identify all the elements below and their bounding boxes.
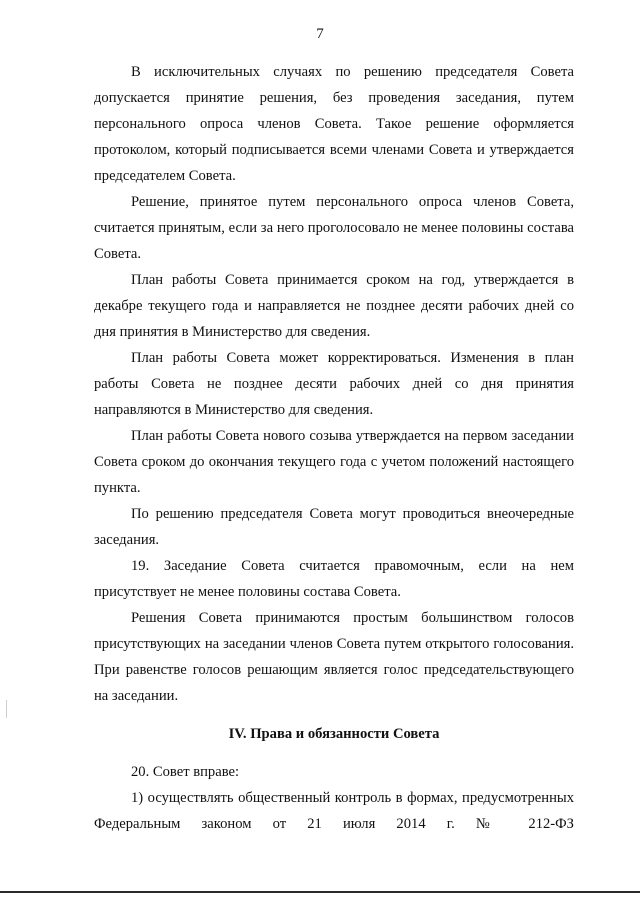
paragraph-extraordinary-meetings: По решению председателя Совета могут проводиться внеочередные заседания. [94, 506, 574, 548]
paragraph-item-19-quorum: 19. Заседание Совета считается правомочным, если на нем присутствует не менее половины состава Совета. [94, 558, 574, 600]
page-number: 7 [316, 26, 324, 42]
paragraph-work-plan-annual: План работы Совета принимается сроком на год, утверждается в декабре текущего года и направляется не позднее десяти рабочих дней со дня принятия в Министерство для сведения. [94, 272, 574, 340]
paragraph-voting-majority: Решения Совета принимаются простым большинством голосов присутствующих на заседании членов Совета путем открытого голосования. При равенстве голосов решающим является голос председательствующего на заседании. [94, 610, 574, 704]
scan-margin-mark [6, 700, 7, 718]
paragraph-exceptional-cases: В исключительных случаях по решению председателя Совета допускается принятие решения, без проведения заседания, путем персонального опроса членов Совета. Такое решение оформляется протоколом, который подписывается всеми членами Совета и утверждается председателем Совета. [94, 64, 574, 184]
paragraph-item-20: 20. Совет вправе: [131, 764, 240, 780]
scan-bottom-edge [0, 891, 640, 893]
section-heading: IV. Права и обязанности Совета [228, 726, 440, 742]
paragraph-decision-accepted: Решение, принятое путем персонального опроса членов Совета, считается принятым, если за него проголосовало не менее половины состава Совета. [94, 194, 574, 262]
paragraph-work-plan-new-convocation: План работы Совета нового созыва утверждается на первом заседании Совета сроком до окончания текущего года с учетом положений настоящего пункта. [94, 428, 574, 496]
document-body [94, 59, 574, 837]
paragraph-work-plan-corrections: План работы Совета может корректироваться. Изменения в план работы Совета не позднее десяти рабочих дней со дня принятия направляются в Министерство для сведения. [94, 350, 574, 418]
paragraph-item-20-1: 1) осуществлять общественный контроль в формах, предусмотренных Федеральным законом от 21 июля 2014 г. № 212-ФЗ [94, 790, 574, 832]
